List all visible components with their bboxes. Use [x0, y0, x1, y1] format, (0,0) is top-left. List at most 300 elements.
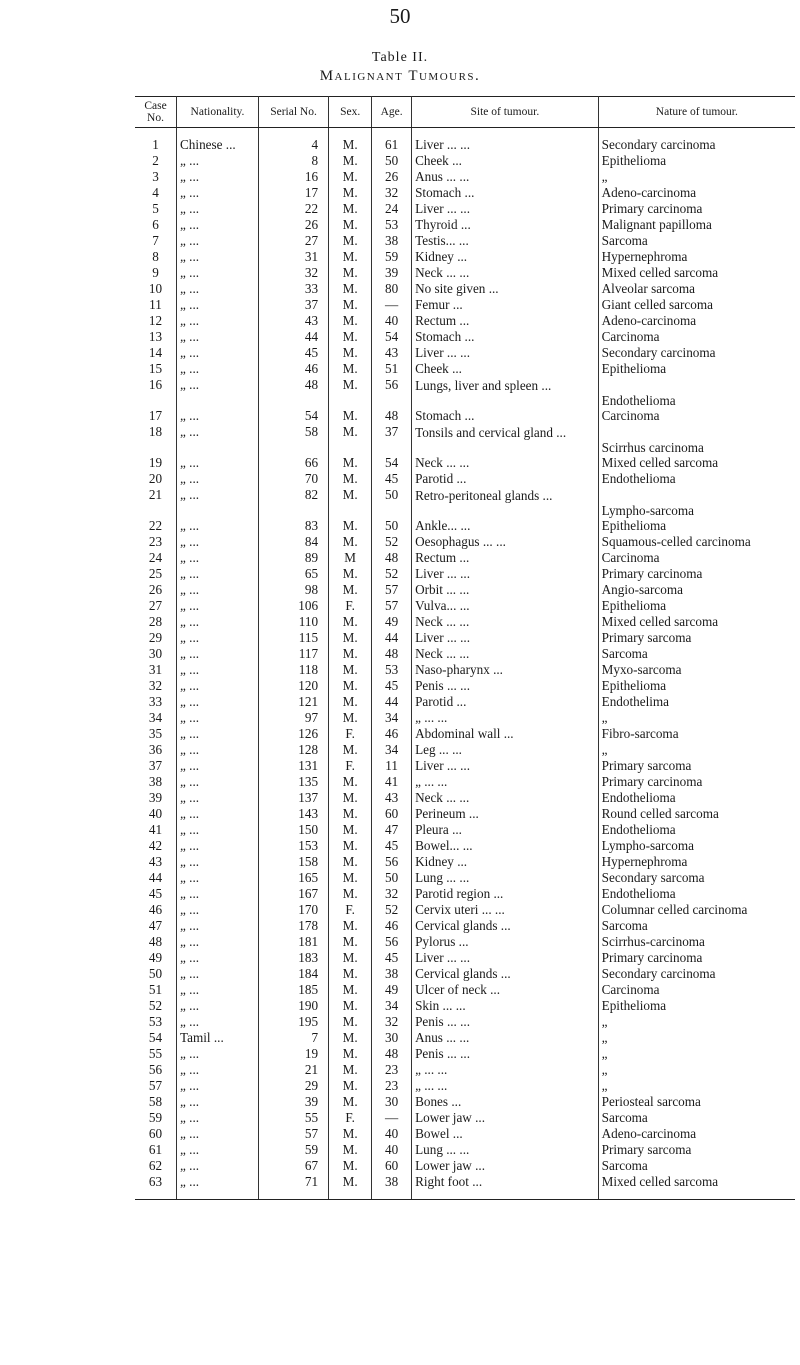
age-cell: 49: [372, 615, 412, 631]
malignant-tumours-table: [135, 96, 795, 1200]
case-no-cell: 50: [135, 967, 177, 983]
nationality-cell: „ ...: [177, 154, 259, 170]
nature-cell: Sarcoma: [601, 234, 648, 248]
table-row: [135, 1111, 795, 1127]
age-cell: 61: [372, 128, 412, 155]
site-cell: Rectum ...: [412, 314, 599, 330]
table-row: [135, 266, 795, 282]
table-row: [135, 282, 795, 298]
serial-no-cell: 97: [258, 711, 328, 727]
nationality-cell: „ ...: [177, 759, 259, 775]
nature-cell: Mixed celled sarcoma: [598, 1175, 795, 1200]
sex-cell: M.: [329, 583, 372, 599]
site-cell: Naso-pharynx ...: [412, 663, 599, 679]
nature-cell: Mixed celled sarcoma: [601, 456, 719, 470]
nationality-cell: „ ...: [177, 695, 259, 711]
nationality-cell: „ ...: [177, 1063, 259, 1079]
age-cell: —: [372, 298, 412, 314]
serial-no-cell: 71: [258, 1175, 328, 1200]
nationality-cell: „ ...: [177, 266, 259, 282]
nature-cell: Malignant papilloma: [601, 218, 712, 232]
nature-cell: Endothelioma: [601, 472, 676, 486]
sex-cell: M.: [329, 791, 372, 807]
site-cell: „ ... ...: [412, 1079, 599, 1095]
case-no-cell: 32: [135, 679, 177, 695]
age-cell: 39: [372, 266, 412, 282]
site-cell: Vulva... ...: [412, 599, 599, 615]
site-cell: Testis... ...: [412, 234, 599, 250]
age-cell: 46: [372, 919, 412, 935]
nature-cell: Secondary carcinoma: [601, 137, 716, 152]
serial-no-cell: 89: [258, 551, 328, 567]
nationality-cell: „ ...: [177, 663, 259, 679]
sex-cell: M.: [329, 346, 372, 362]
case-no-cell: 37: [135, 759, 177, 775]
serial-no-cell: 106: [258, 599, 328, 615]
nature-cell: Carcinoma: [601, 409, 660, 423]
case-no-cell: 47: [135, 919, 177, 935]
case-no-cell: 24: [135, 551, 177, 567]
table-row: [135, 999, 795, 1015]
sex-cell: M.: [329, 871, 372, 887]
nature-cell: Epithelioma: [601, 154, 667, 168]
nature-cell: Sarcoma: [601, 1111, 648, 1125]
site-cell: Perineum ...: [412, 807, 599, 823]
table-row: [135, 951, 795, 967]
case-no-cell: 21: [135, 488, 177, 519]
age-cell: 56: [372, 935, 412, 951]
nationality-cell: „ ...: [177, 711, 259, 727]
site-cell: Anus ... ...: [412, 1031, 599, 1047]
table-row: [135, 472, 795, 488]
sex-cell: M.: [329, 679, 372, 695]
table-row: [135, 128, 795, 155]
case-no-cell: 38: [135, 775, 177, 791]
header-nationality: Nationality.: [177, 97, 259, 128]
table-row: [135, 1159, 795, 1175]
nationality-cell: „ ...: [177, 1095, 259, 1111]
case-no-cell: 56: [135, 1063, 177, 1079]
site-cell: Stomach ...: [412, 330, 599, 346]
site-cell: Pleura ...: [412, 823, 599, 839]
site-cell: Lung ... ...: [412, 1143, 599, 1159]
table-row: [135, 919, 795, 935]
table-row: [135, 250, 795, 266]
age-cell: 60: [372, 1159, 412, 1175]
nationality-cell: „ ...: [177, 1127, 259, 1143]
case-no-cell: 30: [135, 647, 177, 663]
serial-no-cell: 115: [258, 631, 328, 647]
age-cell: 11: [372, 759, 412, 775]
case-no-cell: 17: [135, 409, 177, 425]
age-cell: 48: [372, 551, 412, 567]
sex-cell: F.: [329, 599, 372, 615]
case-no-cell: 55: [135, 1047, 177, 1063]
nature-cell: Endothelioma: [601, 887, 676, 901]
nature-cell: Primary sarcoma: [601, 1143, 692, 1157]
sex-cell: M: [329, 551, 372, 567]
age-cell: 53: [372, 218, 412, 234]
nationality-cell: „ ...: [177, 282, 259, 298]
nationality-cell: „ ...: [177, 202, 259, 218]
age-cell: 23: [372, 1063, 412, 1079]
sex-cell: M.: [329, 839, 372, 855]
table-row: [135, 887, 795, 903]
sex-cell: F.: [329, 759, 372, 775]
nature-cell: Columnar celled carcinoma: [601, 903, 748, 917]
nature-cell: Sarcoma: [601, 919, 648, 933]
case-no-cell: 16: [135, 378, 177, 409]
serial-no-cell: 33: [258, 282, 328, 298]
table-row: [135, 823, 795, 839]
nature-cell: [598, 488, 795, 519]
case-no-cell: 60: [135, 1127, 177, 1143]
nationality-cell: „ ...: [177, 887, 259, 903]
age-cell: 54: [372, 330, 412, 346]
nationality-cell: „ ...: [177, 1175, 259, 1200]
nationality-cell: „ ...: [177, 519, 259, 535]
site-cell: Abdominal wall ...: [412, 727, 599, 743]
case-no-cell: 43: [135, 855, 177, 871]
nationality-cell: „ ...: [177, 1111, 259, 1127]
table-row: [135, 234, 795, 250]
site-cell: Ulcer of neck ...: [412, 983, 599, 999]
case-no-cell: 39: [135, 791, 177, 807]
serial-no-cell: 26: [258, 218, 328, 234]
case-no-cell: 10: [135, 282, 177, 298]
serial-no-cell: 46: [258, 362, 328, 378]
table-row: [135, 362, 795, 378]
site-cell: Neck ... ...: [412, 266, 599, 282]
sex-cell: F.: [329, 903, 372, 919]
table-row: [135, 871, 795, 887]
sex-cell: M.: [329, 519, 372, 535]
age-cell: 43: [372, 346, 412, 362]
age-cell: 44: [372, 631, 412, 647]
site-cell: Cheek ...: [412, 362, 599, 378]
nature-cell: Primary sarcoma: [601, 759, 692, 773]
sex-cell: M.: [329, 695, 372, 711]
site-cell: „ ... ...: [412, 711, 599, 727]
nationality-cell: „ ...: [177, 488, 259, 519]
site-cell: Femur ...: [412, 298, 599, 314]
table-row: [135, 186, 795, 202]
nationality-cell: „ ...: [177, 1047, 259, 1063]
case-no-cell: 44: [135, 871, 177, 887]
table-row: [135, 202, 795, 218]
site-cell: Penis ... ...: [412, 679, 599, 695]
nationality-cell: „ ...: [177, 186, 259, 202]
nationality-cell: „ ...: [177, 314, 259, 330]
table-row: [135, 551, 795, 567]
age-cell: 45: [372, 679, 412, 695]
nature-cell: „: [601, 170, 608, 184]
sex-cell: M.: [329, 999, 372, 1015]
sex-cell: M.: [329, 663, 372, 679]
age-cell: 34: [372, 711, 412, 727]
table-row: [135, 599, 795, 615]
case-no-cell: 52: [135, 999, 177, 1015]
site-cell-text: Lungs, liver and spleen ...: [415, 378, 552, 393]
case-no-cell: 53: [135, 1015, 177, 1031]
sex-cell: M.: [329, 425, 372, 456]
page-number: 50: [389, 4, 411, 28]
header-serial-no: Serial No.: [258, 97, 328, 128]
nationality-cell: „ ...: [177, 775, 259, 791]
serial-no-cell: 39: [258, 1095, 328, 1111]
sex-cell: M.: [329, 202, 372, 218]
nature-cell: „: [601, 1063, 608, 1077]
nature-cell: Sarcoma: [601, 1159, 648, 1173]
nature-cell: Epithelioma: [601, 679, 667, 693]
sex-cell: M.: [329, 128, 372, 155]
table-row: [135, 409, 795, 425]
sex-cell: M.: [329, 298, 372, 314]
nature-cell: „: [601, 1015, 608, 1029]
serial-no-cell: 7: [258, 1031, 328, 1047]
table-row: [135, 330, 795, 346]
serial-no-cell: 183: [258, 951, 328, 967]
table-row: [135, 1031, 795, 1047]
table-row: [135, 314, 795, 330]
site-cell: Lower jaw ...: [412, 1159, 599, 1175]
site-cell-text: Tonsils and cervical gland ...: [415, 425, 567, 440]
serial-no-cell: 19: [258, 1047, 328, 1063]
site-cell: Lower jaw ...: [412, 1111, 599, 1127]
case-no-cell: 23: [135, 535, 177, 551]
table-row: [135, 967, 795, 983]
nature-cell: Epithelioma: [601, 999, 667, 1013]
serial-no-cell: 43: [258, 314, 328, 330]
serial-no-cell: 135: [258, 775, 328, 791]
serial-no-cell: 153: [258, 839, 328, 855]
case-no-cell: 48: [135, 935, 177, 951]
sex-cell: M.: [329, 456, 372, 472]
serial-no-cell: 48: [258, 378, 328, 409]
nationality-cell: „ ...: [177, 425, 259, 456]
case-no-cell: 25: [135, 567, 177, 583]
age-cell: 53: [372, 663, 412, 679]
sex-cell: M.: [329, 218, 372, 234]
nationality-cell: „ ...: [177, 855, 259, 871]
site-cell: Lung ... ...: [412, 871, 599, 887]
case-no-cell: 9: [135, 266, 177, 282]
serial-no-cell: 66: [258, 456, 328, 472]
case-no-cell: 33: [135, 695, 177, 711]
nature-cell: Adeno-carcinoma: [601, 186, 697, 200]
sex-cell: M.: [329, 1047, 372, 1063]
nature-cell: Mixed celled sarcoma: [601, 266, 719, 280]
age-cell: 51: [372, 362, 412, 378]
case-no-cell: 20: [135, 472, 177, 488]
table-row: [135, 759, 795, 775]
nationality-cell: „ ...: [177, 330, 259, 346]
nationality-cell: „ ...: [177, 250, 259, 266]
site-cell: Liver ... ...: [412, 202, 599, 218]
serial-no-cell: 98: [258, 583, 328, 599]
sex-cell: M.: [329, 567, 372, 583]
sex-cell: M.: [329, 1175, 372, 1200]
site-cell: „ ... ...: [412, 775, 599, 791]
sex-cell: M.: [329, 1127, 372, 1143]
case-no-cell: 49: [135, 951, 177, 967]
sex-cell: M.: [329, 1095, 372, 1111]
nationality-cell: „ ...: [177, 871, 259, 887]
nationality-cell: „ ...: [177, 791, 259, 807]
table-row: [135, 1143, 795, 1159]
age-cell: 43: [372, 791, 412, 807]
nature-cell: Sarcoma: [601, 647, 648, 661]
sex-cell: M.: [329, 154, 372, 170]
age-cell: 23: [372, 1079, 412, 1095]
nature-cell: Fibro-sarcoma: [601, 727, 679, 741]
site-cell: Orbit ... ...: [412, 583, 599, 599]
age-cell: 48: [372, 647, 412, 663]
site-cell: Cervical glands ...: [412, 919, 599, 935]
sex-cell: M.: [329, 472, 372, 488]
age-cell: 30: [372, 1031, 412, 1047]
site-cell: Penis ... ...: [412, 1047, 599, 1063]
nationality-cell: Chinese ...: [177, 128, 259, 155]
age-cell: 41: [372, 775, 412, 791]
serial-no-cell: 29: [258, 1079, 328, 1095]
nationality-cell: „ ...: [177, 1159, 259, 1175]
serial-no-cell: 150: [258, 823, 328, 839]
serial-no-cell: 44: [258, 330, 328, 346]
nationality-cell: „ ...: [177, 999, 259, 1015]
table-row: [135, 378, 795, 409]
site-cell: Cheek ...: [412, 154, 599, 170]
case-no-cell: 46: [135, 903, 177, 919]
site-cell: Cervix uteri ... ...: [412, 903, 599, 919]
case-no-cell: 59: [135, 1111, 177, 1127]
case-no-cell: 14: [135, 346, 177, 362]
table-row: [135, 218, 795, 234]
age-cell: 60: [372, 807, 412, 823]
site-cell: Liver ... ...: [412, 631, 599, 647]
site-cell: Parotid ...: [412, 695, 599, 711]
sex-cell: M.: [329, 409, 372, 425]
serial-no-cell: 120: [258, 679, 328, 695]
serial-no-cell: 131: [258, 759, 328, 775]
table-header-row: [135, 97, 795, 128]
header-age: Age.: [372, 97, 412, 128]
sex-cell: M.: [329, 919, 372, 935]
table-row: [135, 456, 795, 472]
age-cell: 46: [372, 727, 412, 743]
case-no-cell: 54: [135, 1031, 177, 1047]
site-cell: Stomach ...: [412, 409, 599, 425]
nationality-cell: „ ...: [177, 362, 259, 378]
nationality-cell: „ ...: [177, 551, 259, 567]
site-cell-text: Retro-peritoneal glands ...: [415, 488, 553, 503]
sex-cell: M.: [329, 362, 372, 378]
age-cell: 24: [372, 202, 412, 218]
age-cell: 34: [372, 999, 412, 1015]
nationality-cell: „ ...: [177, 567, 259, 583]
serial-no-cell: 184: [258, 967, 328, 983]
age-cell: 54: [372, 456, 412, 472]
nature-cell: „: [601, 1079, 608, 1093]
sex-cell: M.: [329, 1063, 372, 1079]
table-row: [135, 647, 795, 663]
nationality-cell: „ ...: [177, 1079, 259, 1095]
serial-no-cell: 21: [258, 1063, 328, 1079]
age-cell: 38: [372, 967, 412, 983]
site-cell: Neck ... ...: [412, 647, 599, 663]
site-cell: Rectum ...: [412, 551, 599, 567]
nature-cell-text: Scirrhus carcinoma: [601, 440, 704, 455]
age-cell: 32: [372, 1015, 412, 1031]
age-cell: 57: [372, 599, 412, 615]
age-cell: 40: [372, 314, 412, 330]
nature-cell-text: Lympho-sarcoma: [601, 503, 694, 518]
serial-no-cell: 83: [258, 519, 328, 535]
table-row: [135, 425, 795, 456]
age-cell: 56: [372, 855, 412, 871]
case-no-cell: 35: [135, 727, 177, 743]
table-row: [135, 615, 795, 631]
table-row: [135, 983, 795, 999]
sex-cell: M.: [329, 647, 372, 663]
table-row: [135, 1063, 795, 1079]
age-cell: 56: [372, 378, 412, 409]
nature-cell: „: [601, 1031, 608, 1045]
case-no-cell: 28: [135, 615, 177, 631]
sex-cell: M.: [329, 711, 372, 727]
sex-cell: M.: [329, 1079, 372, 1095]
sex-cell: M.: [329, 266, 372, 282]
nature-cell: Secondary carcinoma: [601, 967, 716, 981]
table-row: [135, 935, 795, 951]
site-cell: Bowel ...: [412, 1127, 599, 1143]
nationality-cell: „ ...: [177, 615, 259, 631]
serial-no-cell: 65: [258, 567, 328, 583]
nature-cell: Carcinoma: [601, 330, 660, 344]
nationality-cell: „ ...: [177, 903, 259, 919]
serial-no-cell: 54: [258, 409, 328, 425]
site-cell: Skin ... ...: [412, 999, 599, 1015]
nationality-cell: „ ...: [177, 631, 259, 647]
sex-cell: M.: [329, 951, 372, 967]
nationality-cell: „ ...: [177, 1015, 259, 1031]
nationality-cell: „ ...: [177, 378, 259, 409]
nature-cell: Primary carcinoma: [601, 775, 703, 789]
nationality-cell: „ ...: [177, 346, 259, 362]
nationality-cell: „ ...: [177, 743, 259, 759]
serial-no-cell: 137: [258, 791, 328, 807]
age-cell: —: [372, 1111, 412, 1127]
age-cell: 48: [372, 1047, 412, 1063]
case-no-cell: 57: [135, 1079, 177, 1095]
serial-no-cell: 121: [258, 695, 328, 711]
nature-cell-text: Endothelioma: [601, 393, 676, 408]
age-cell: 45: [372, 472, 412, 488]
table-row: [135, 807, 795, 823]
age-cell: 52: [372, 535, 412, 551]
site-cell: Parotid ...: [412, 472, 599, 488]
site-cell: Liver ... ...: [412, 128, 599, 155]
nature-cell: Alveolar sarcoma: [601, 282, 696, 296]
case-no-cell: 45: [135, 887, 177, 903]
site-cell: Neck ... ...: [412, 615, 599, 631]
nationality-cell: „ ...: [177, 679, 259, 695]
site-cell: [412, 488, 599, 519]
age-cell: 45: [372, 839, 412, 855]
nature-cell: [598, 378, 795, 409]
age-cell: 52: [372, 903, 412, 919]
serial-no-cell: 58: [258, 425, 328, 456]
